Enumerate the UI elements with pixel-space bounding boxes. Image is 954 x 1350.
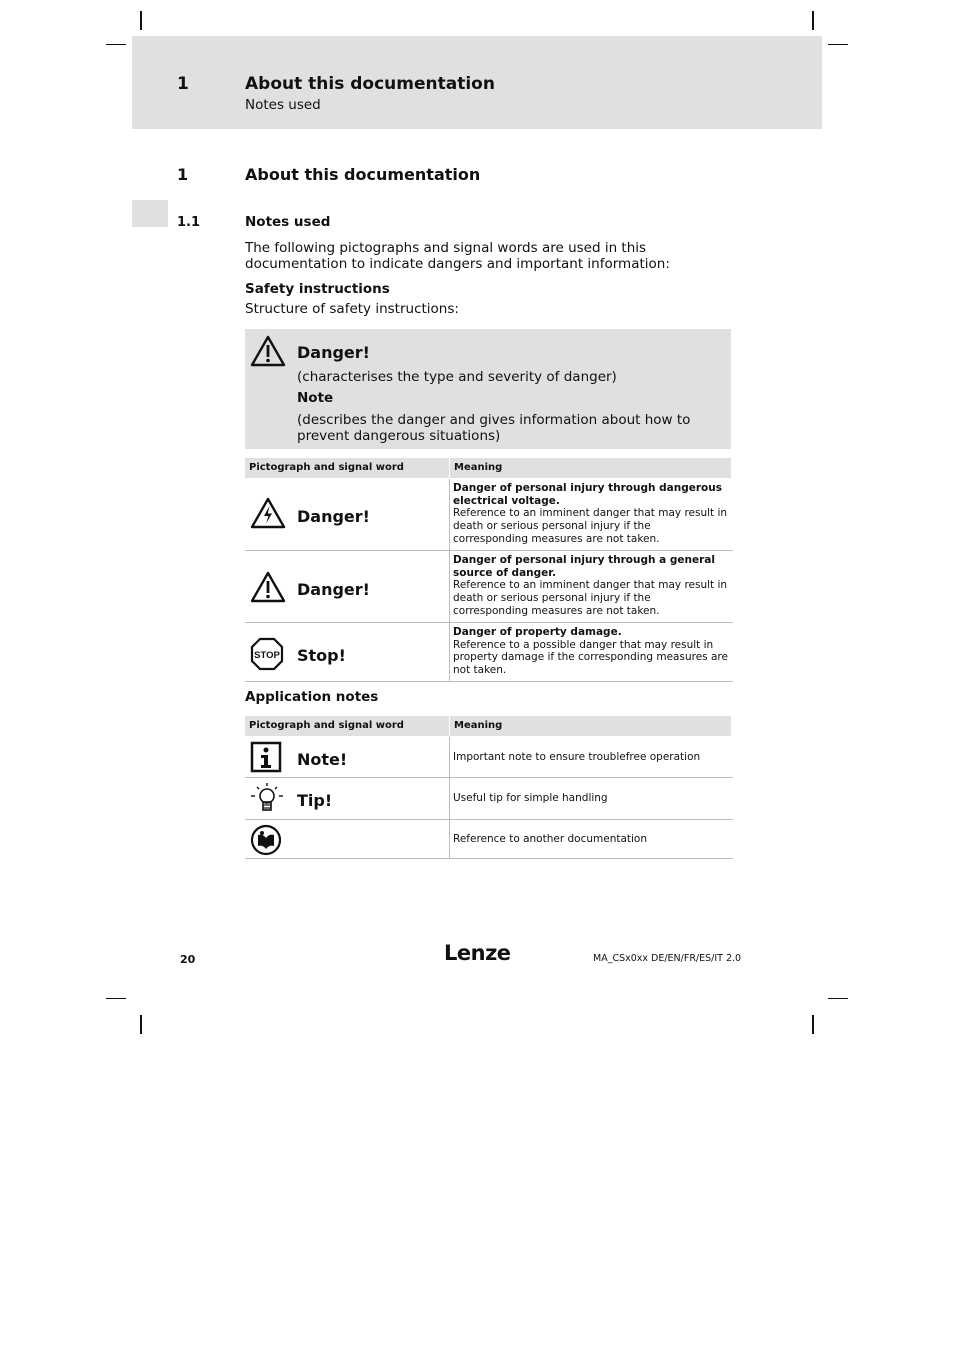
general-danger-icon	[250, 571, 286, 607]
safety-col-pictograph: Pictograph and signal word	[245, 458, 449, 478]
signal-word: Danger!	[297, 580, 370, 599]
meaning-cell: Danger of property damage. Reference to a possible danger that may result in property damage if the corresponding measures are not taken.	[453, 626, 728, 677]
signal-word: Tip!	[297, 791, 333, 810]
subsection-number: 1.1	[177, 215, 201, 230]
crop-mark	[828, 44, 848, 45]
signal-word: Danger!	[297, 507, 370, 526]
meaning-cell: Important note to ensure troublefree operation	[453, 751, 701, 763]
safety-heading: Safety instructions	[245, 281, 390, 297]
intro-paragraph: The following pictographs and signal words are used in this documentation to indicate dangers and important information:	[245, 240, 670, 272]
table-row	[245, 623, 733, 682]
table-row	[245, 737, 733, 778]
section-number: 1	[177, 165, 189, 184]
crop-mark	[106, 998, 126, 999]
box-note-label: Note	[297, 390, 334, 406]
chapter-title: About this documentation	[245, 74, 495, 94]
meaning-cell: Useful tip for simple handling	[453, 792, 608, 804]
page-number: 20	[180, 953, 196, 966]
box-description: (describes the danger and gives information about how to prevent dangerous situations)	[297, 412, 691, 444]
crop-mark	[140, 1015, 142, 1034]
table-row	[245, 820, 733, 859]
subsection-title: Notes used	[245, 214, 331, 230]
app-col-pictograph: Pictograph and signal word	[245, 716, 449, 736]
signal-word: Note!	[297, 750, 348, 769]
signal-word: Stop!	[297, 646, 346, 665]
electrical-danger-icon	[250, 497, 286, 533]
side-tab-marker	[132, 200, 168, 227]
meaning-cell: Danger of personal injury through a general source of danger. Reference to an imminent danger that may result in death or serious personal injury if the corresponding measures are not taken.	[453, 554, 728, 617]
safety-structure-box	[245, 329, 731, 449]
meaning-cell: Reference to another documentation	[453, 833, 648, 845]
table-row	[245, 551, 733, 623]
info-icon	[250, 741, 282, 777]
crop-mark	[812, 11, 814, 30]
section-subtitle: Notes used	[245, 97, 321, 113]
table-row	[245, 479, 733, 551]
box-characterises: (characterises the type and severity of danger)	[297, 369, 617, 385]
document-id: MA_CSx0xx DE/EN/FR/ES/IT 2.0	[593, 953, 742, 964]
app-col-meaning: Meaning	[450, 716, 731, 736]
lightbulb-icon	[250, 782, 284, 818]
crop-mark	[828, 998, 848, 999]
svg-text:STOP: STOP	[254, 650, 280, 661]
chapter-number: 1	[177, 74, 189, 94]
table-row	[245, 778, 733, 820]
crop-mark	[140, 11, 142, 30]
meaning-cell: Danger of personal injury through dangerous electrical voltage. Reference to an imminent danger that may result in death or serious personal injury if the corresponding measures are not taken.	[453, 482, 728, 545]
crop-mark	[812, 1015, 814, 1034]
box-title: Danger!	[297, 343, 370, 362]
structure-text: Structure of safety instructions:	[245, 301, 459, 317]
lenze-logo: Lenze	[444, 941, 511, 965]
safety-col-meaning: Meaning	[450, 458, 731, 478]
application-heading: Application notes	[245, 689, 379, 705]
book-reference-icon	[250, 824, 282, 860]
stop-sign-icon	[250, 637, 284, 675]
section-title: About this documentation	[245, 165, 481, 184]
warning-triangle-icon	[250, 335, 286, 371]
crop-mark	[106, 44, 126, 45]
